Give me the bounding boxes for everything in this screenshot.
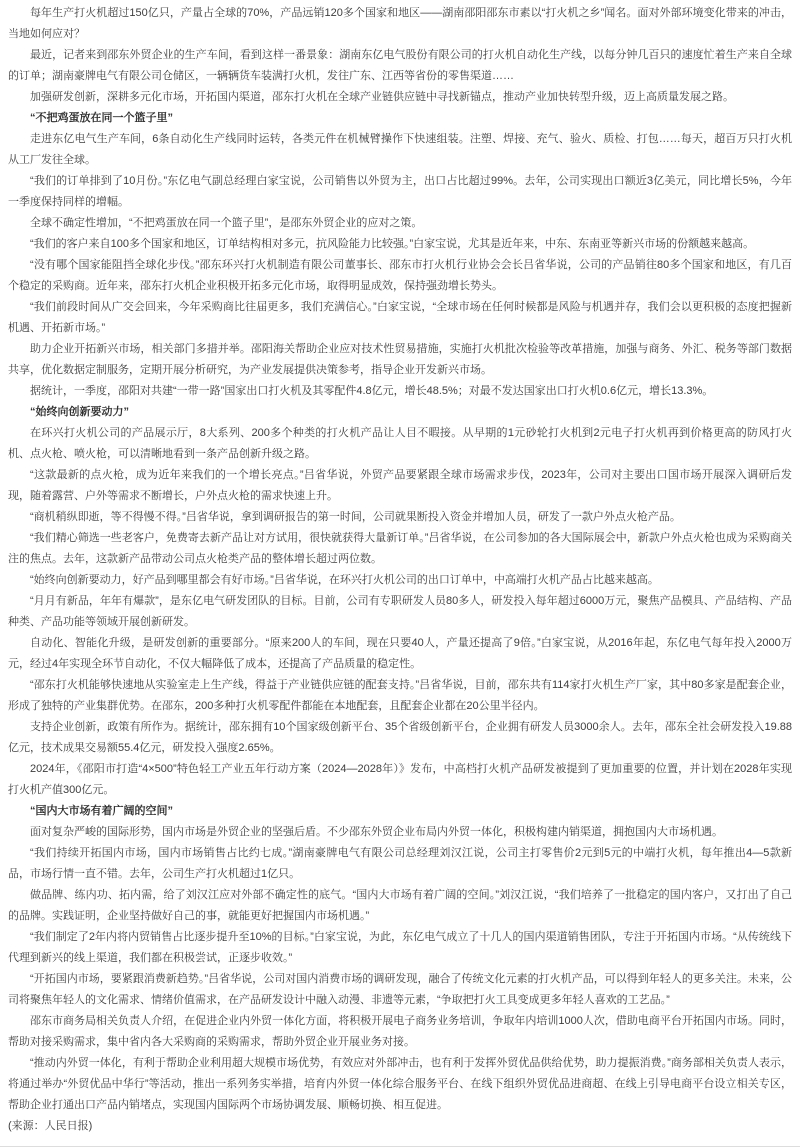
paragraph: 支持企业创新，政策有所作为。据统计，邵东拥有10个国家级创新平台、35个省级创新平台，企业拥有研发人员3000余人。去年，邵东全社会研发投入19.88亿元，技术成果交易额55.4亿元，研发投入强度2.65%。 xyxy=(8,721,792,754)
paragraph: 助力企业开拓新兴市场，相关部门多措并举。邵阳海关帮助企业应对技术性贸易措施，实施打火机批次检验等改革措施，加强与商务、外汇、税务等部门数据共享，优化数据定制服务，定期开展分析研究，为产业发展提供决策参考，指导企业开发新兴市场。 xyxy=(8,343,792,376)
paragraph: “我们精心筛选一些老客户，免费寄去新产品让对方试用，很快就获得大量新订单。”吕省华说，在公司参加的各大国际展会中，新款户外点火枪也成为采购商关注的焦点。去年，这款新产品带动公司点火枪类产品的整体增长超过两位数。 xyxy=(8,532,792,565)
source-line: (来源：人民日报) xyxy=(8,1120,93,1132)
section-heading: “不把鸡蛋放在同一个篮子里” xyxy=(30,112,173,124)
paragraph: “我们持续开拓国内市场，国内市场销售占比约七成。”湖南豪牌电气有限公司总经理刘汉江说，公司主打零售价2元到5元的中端打火机，每年推出4—5款新品，市场行情一直不错。去年，公司生产打火机超过1亿只。 xyxy=(8,847,792,880)
paragraph: 走进东亿电气生产车间，6条自动化生产线同时运转，各类元件在机械臂操作下快速组装。注塑、焊接、充气、验火、质检、打包……每天，超百万只打火机从工厂发往全球。 xyxy=(8,133,792,166)
paragraph: 自动化、智能化升级，是研发创新的重要部分。“原来200人的车间，现在只要40人，产量还提高了9倍。”白家宝说，从2016年起，东亿电气每年投入2000万元，经过4年实现全环节自动化，不仅大幅降低了成本，还提高了产品质量的稳定性。 xyxy=(8,637,792,670)
section-heading: “国内大市场有着广阔的空间” xyxy=(30,805,173,817)
paragraph: 面对复杂严峻的国际形势，国内市场是外贸企业的坚强后盾。不少邵东外贸企业布局内外贸一体化，积极构建内销渠道，拥抱国内大市场机遇。 xyxy=(30,826,723,838)
paragraph: “我们的客户来自100多个国家和地区，订单结构相对多元，抗风险能力比较强。”白家宝说，尤其是近年来，中东、东南亚等新兴市场的份额越来越高。 xyxy=(30,238,755,250)
paragraph: 据统计，一季度，邵阳对共建“一带一路”国家出口打火机及其零配件4.8亿元，增长48.5%；对最不发达国家出口打火机0.6亿元，增长13.3%。 xyxy=(30,385,714,397)
paragraph: “没有哪个国家能阻挡全球化步伐。”邵东环兴打火机制造有限公司董事长、邵东市打火机行业协会会长吕省华说，公司的产品销往80多个国家和地区，有几百个稳定的采购商。近年来，邵东打火机企业积极开拓多元化市场，取得明显成效，保持强劲增长势头。 xyxy=(8,259,792,292)
paragraph: 最近，记者来到邵东外贸企业的生产车间，看到这样一番景象：湖南东亿电气股份有限公司的打火机自动化生产线，以每分钟几百只的速度忙着生产来自全球的订单；湖南豪牌电气有限公司仓储区，一辆辆货车装满打火机，发往广东、江西等省份的零售渠道…… xyxy=(8,49,792,82)
paragraph: “这款最新的点火枪，成为近年来我们的一个增长亮点。”吕省华说，外贸产品要紧跟全球市场需求步伐，2023年，公司对主要出口国市场开展深入调研后发现，随着露营、户外等需求不断增长，户外点火枪的需求快速上升。 xyxy=(8,469,792,502)
paragraph: “推动内外贸一体化，有利于帮助企业利用超大规模市场优势，有效应对外部冲击，也有利于发挥外贸优品供给优势，助力提振消费。”商务部相关负责人表示，将通过举办“外贸优品中华行”等活动，推出一系列务实举措，培育内外贸一体化综合服务平台、在线下组织外贸优品进商超、在线上引导电商平台设立相关专区，帮助企业打通出口产品内销堵点，实现国内国际两个市场协调发展、顺畅切换、相互促进。 xyxy=(8,1057,792,1111)
paragraph: “邵东打火机能够快速地从实验室走上生产线，得益于产业链供应链的配套支持。”吕省华说，目前，邵东共有114家打火机生产厂家，其中80多家是配套企业，形成了独特的产业集群优势。在邵东，200多种打火机零配件都能在本地配套，且配套企业都在20公里半径内。 xyxy=(8,679,792,712)
paragraph: “我们前段时间从广交会回来，今年采购商比往届更多，我们充满信心。”白家宝说，“全球市场在任何时候都是风险与机遇并存，我们会以更积极的态度把握新机遇、开拓新市场。” xyxy=(8,301,792,334)
paragraph: “我们的订单排到了10月份。”东亿电气副总经理白家宝说，公司销售以外贸为主，出口占比超过99%。去年，公司实现出口额近3亿美元，同比增长5%，今年一季度保持同样的增幅。 xyxy=(8,175,792,208)
paragraph: 在环兴打火机公司的产品展示厅，8大系列、200多个种类的打火机产品让人目不暇接。从早期的1元砂轮打火机到2元电子打火机再到价格更高的防风打火机、点火枪、喷火枪，可以清晰地看到一条产品创新升级之路。 xyxy=(8,427,792,460)
paragraph: “商机稍纵即逝，等不得慢不得。”吕省华说，拿到调研报告的第一时间，公司就果断投入资金并增加人员，研发了一款户外点火枪产品。 xyxy=(30,511,681,523)
paragraph: 2024年，《邵阳市打造“4×500”特色轻工产业五年行动方案（2024—2028年）》发布，中高档打火机产品研发被提到了更加重要的位置，并计划在2028年实现打火机产值300亿元。 xyxy=(8,763,792,796)
section-heading: “始终向创新要动力” xyxy=(30,406,129,418)
paragraph: 全球不确定性增加，“不把鸡蛋放在同一个篮子里”，是邵东外贸企业的应对之策。 xyxy=(30,217,423,229)
paragraph: 邵东市商务局相关负责人介绍，在促进企业内外贸一体化方面，将积极开展电子商务业务培训，争取年内培训1000人次，借助电商平台开拓国内市场。同时，帮助对接采购需求，集中省内各大采购商的采购需求，帮助外贸企业开展业务对接。 xyxy=(8,1015,792,1048)
paragraph: 做品牌、练内功、拓内需，给了刘汉江应对外部不确定性的底气。“国内大市场有着广阔的空间。”刘汉江说，“我们培养了一批稳定的国内客户，又打出了自己的品牌。实践证明，企业坚持做好自己的事，就能更好把握国内市场机遇。” xyxy=(8,889,792,922)
bottom-divider xyxy=(0,1146,800,1147)
paragraph: 加强研发创新，深耕多元化市场，开拓国内渠道，邵东打火机在全球产业链供应链中寻找新锚点，推动产业加快转型升级，迈上高质量发展之路。 xyxy=(30,91,734,103)
paragraph: “开拓国内市场，要紧跟消费新趋势。”吕省华说，公司对国内消费市场的调研发现，融合了传统文化元素的打火机产品，可以得到年轻人的更多关注。未来，公司将聚焦年轻人的文化需求、情绪价值需求，在产品研发设计中融入动漫、非遗等元素，“争取把打火工具变成更多年轻人喜欢的工艺品。” xyxy=(8,973,792,1006)
paragraph: 每年生产打火机超过150亿只，产量占全球的70%，产品远销120多个国家和地区——湖南邵阳邵东市素以“打火机之乡”闻名。面对外部环境变化带来的冲击，当地如何应对？ xyxy=(8,7,792,40)
paragraph: “月月有新品，年年有爆款”，是东亿电气研发团队的目标。目前，公司有专职研发人员80多人，研发投入每年超过6000万元，聚焦产品模具、产品结构、产品种类、产品功能等领域开展创新研发。 xyxy=(8,595,792,628)
paragraph: “我们制定了2年内将内贸销售占比逐步提升至10%的目标。”白家宝说，为此，东亿电气成立了十几人的国内渠道销售团队，专注于开拓国内市场。“从传统线下代理到新兴的线上渠道，我们都在积极尝试，正逐步收效。” xyxy=(8,931,792,964)
paragraph: “始终向创新要动力，好产品到哪里都会有好市场。”吕省华说，在环兴打火机公司的出口订单中，中高端打火机产品占比越来越高。 xyxy=(30,574,659,586)
